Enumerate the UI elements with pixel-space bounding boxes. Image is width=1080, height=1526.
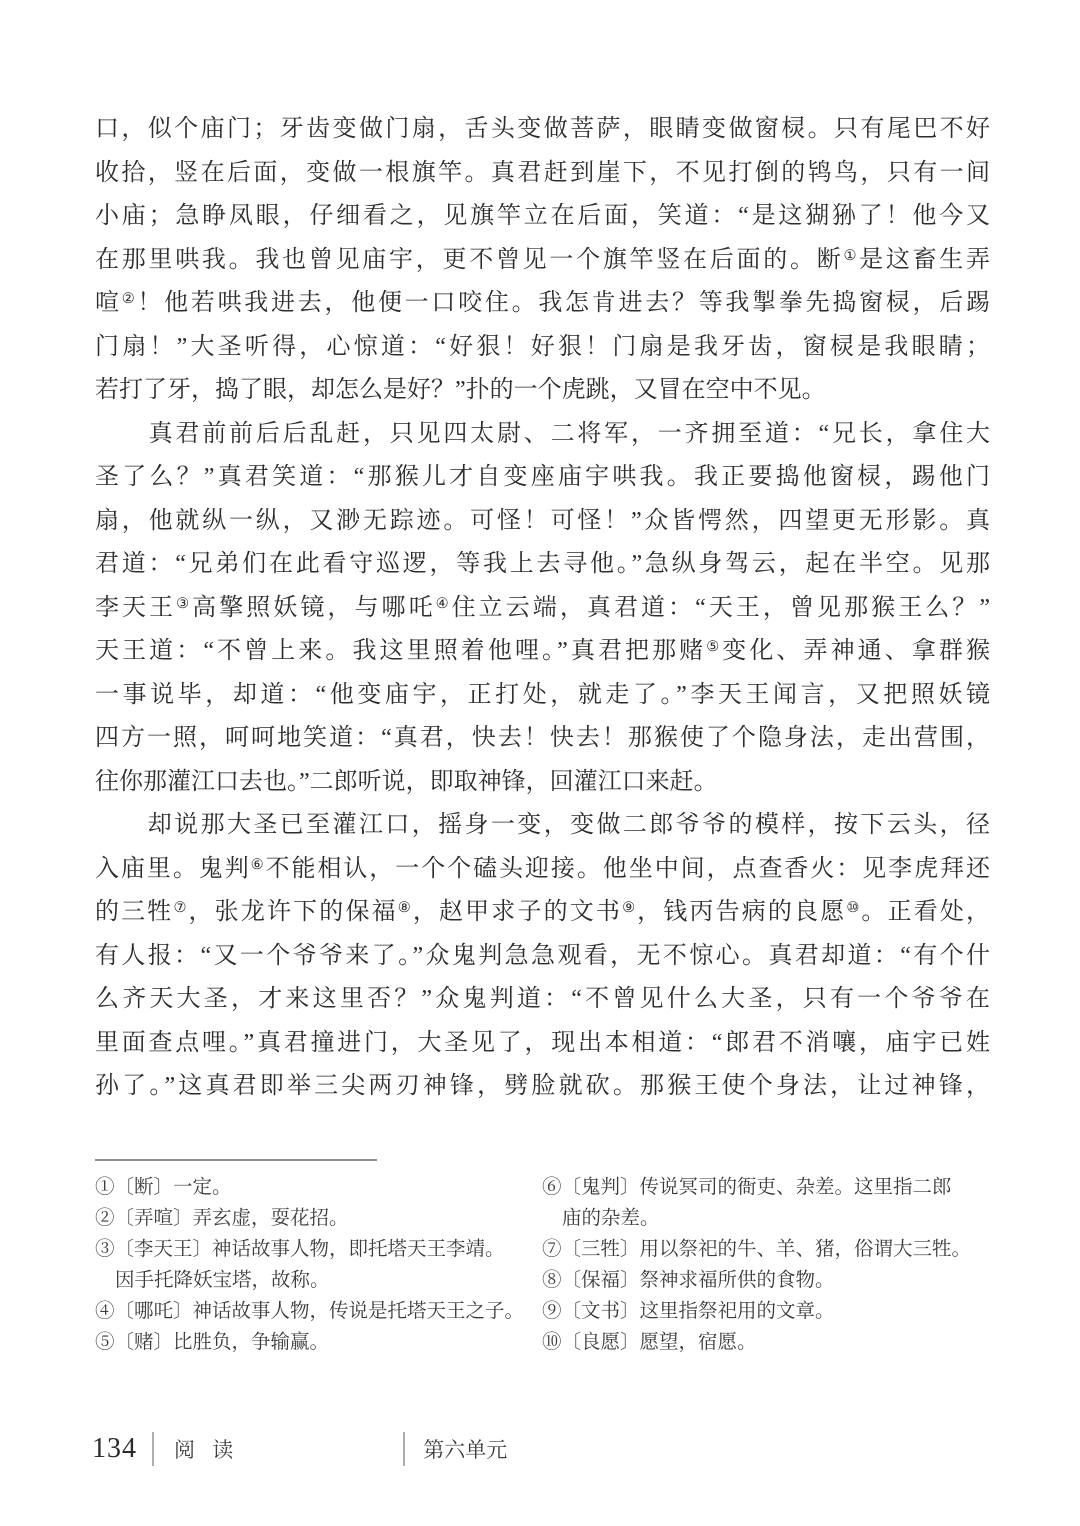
body-line: 四方一照，呵呵地笑道：“真君，快去！快去！那猴使了个隐身法，走出营围， <box>95 725 990 751</box>
body-line: 君道：“兄弟们在此看守巡逻，等我上去寻他。”急纵身驾云，起在半空。见那 <box>95 551 990 577</box>
body-line: 入庙里。鬼判⑥不能相认，一个个磕头迎接。他坐中间，点查香火：见李虎拜还 <box>95 855 991 882</box>
page-number: 134 <box>92 1433 137 1464</box>
body-text <box>95 108 990 1109</box>
body-line: 在那里哄我。我也曾见庙宇，更不曾见一个旗竿竖在后面的。断①是这畜生弄 <box>95 246 991 273</box>
body-line: 的三牲⑦，张龙许下的保福⑧，赵甲求子的文书⑨，钱丙告病的良愿⑩。正看处， <box>95 899 991 925</box>
section-label: 阅 读 <box>174 1438 234 1462</box>
body-line: 喧②！他若哄我进去，他便一口咬住。我怎肯进去？等我掣拳先捣窗棂，后踢 <box>95 290 991 316</box>
footnote-line: ⑨〔文书〕这里指祭祀用的文章。 <box>542 1301 835 1322</box>
body-line: 往你那灌江口去也。”二郎听说，即取神锋，回灌江口来赶。 <box>95 768 718 795</box>
unit-label: 第六单元 <box>423 1438 508 1462</box>
footnote-line: 因手托降妖宝塔，故称。 <box>115 1270 330 1291</box>
page-footer <box>92 1429 507 1469</box>
footnote-line: ⑤〔赌〕比胜负，争输赢。 <box>95 1332 330 1353</box>
footnote-line: ⑥〔鬼判〕传说冥司的衙吏、杂差。这里指二郎 <box>542 1177 952 1198</box>
footer-divider-2 <box>403 1432 405 1466</box>
body-line: 天王道：“不曾上来。我这里照着他哩。”真君把那赌⑤变化、弄神通、拿群猴 <box>95 638 991 664</box>
footnote-line: ⑧〔保福〕祭神求福所供的食物。 <box>542 1270 835 1291</box>
body-line: 口，似个庙门；牙齿变做门扇，舌头变做菩萨，眼睛变做窗棂。只有尾巴不好 <box>95 116 990 142</box>
body-line: 小庙；急睁凤眼，仔细看之，见旗竿立在后面，笑道：“是这猢狲了！他今又 <box>95 203 990 229</box>
body-line: 有人报：“又一个爷爷来了。”众鬼判急急观看，无不惊心。真君却道：“有个什 <box>95 942 990 969</box>
footnote-line: ①〔断〕一定。 <box>95 1177 232 1198</box>
footnote-line: 庙的杂差。 <box>562 1208 660 1229</box>
body-line: 扇，他就纵一纵，又渺无踪迹。可怪！可怪！”众皆愕然，四望更无形影。真 <box>95 507 990 534</box>
body-line: 却说那大圣已至灌江口，摇身一变，变做二郎爷爷的模样，按下云头，径 <box>95 812 990 838</box>
footnote-line: ③〔李天王〕神话故事人物，即托塔天王李靖。 <box>95 1239 505 1260</box>
body-line: 李天王③高擎照妖镜，与哪吒④住立云端，真君道：“天王，曾见那猴王么？” <box>95 594 991 621</box>
footnote-divider <box>95 1159 377 1161</box>
body-line: 孙了。”这真君即举三尖两刃神锋，劈脸就砍。那猴王使个身法，让过神锋， <box>95 1073 990 1099</box>
footnotes-left-column <box>95 1172 550 1358</box>
body-line: 么齐天大圣，才来这里否？”众鬼判道：“不曾见什么大圣，只有一个爷爷在 <box>95 986 990 1012</box>
footer-divider-1 <box>152 1432 154 1466</box>
body-line: 真君前前后后乱赶，只见四太尉、二将军，一齐拥至道：“兄长，拿住大 <box>95 420 990 447</box>
body-line: 若打了牙，捣了眼，却怎么是好？”扑的一个虎跳，又冒在空中不见。 <box>95 377 826 403</box>
footnotes-right-column <box>542 1172 997 1358</box>
footnote-line: ⑩〔良愿〕愿望，宿愿。 <box>542 1332 757 1353</box>
footnote-line: ④〔哪吒〕神话故事人物，传说是托塔天王之子。 <box>95 1301 525 1322</box>
body-line: 里面查点哩。”真君撞进门，大圣见了，现出本相道：“郎君不消嚷，庙宇已姓 <box>95 1029 990 1056</box>
body-line: 门扇！”大圣听得，心惊道：“好狠！好狠！门扇是我牙齿，窗棂是我眼睛； <box>95 333 990 360</box>
body-line: 收拾，竖在后面，变做一根旗竿。真君赶到崖下，不见打倒的鸨鸟，只有一间 <box>95 159 990 186</box>
body-line: 圣了么？”真君笑道：“那猴儿才自变座庙宇哄我。我正要捣他窗棂，踢他门 <box>95 464 990 490</box>
footnote-line: ⑦〔三牲〕用以祭祀的牛、羊、猪，俗谓大三牲。 <box>542 1239 972 1260</box>
footnote-line: ②〔弄喧〕弄玄虚，耍花招。 <box>95 1208 349 1229</box>
body-line: 一事说毕，却道：“他变庙宇，正打处，就走了。”李天王闻言，又把照妖镜 <box>95 681 990 708</box>
